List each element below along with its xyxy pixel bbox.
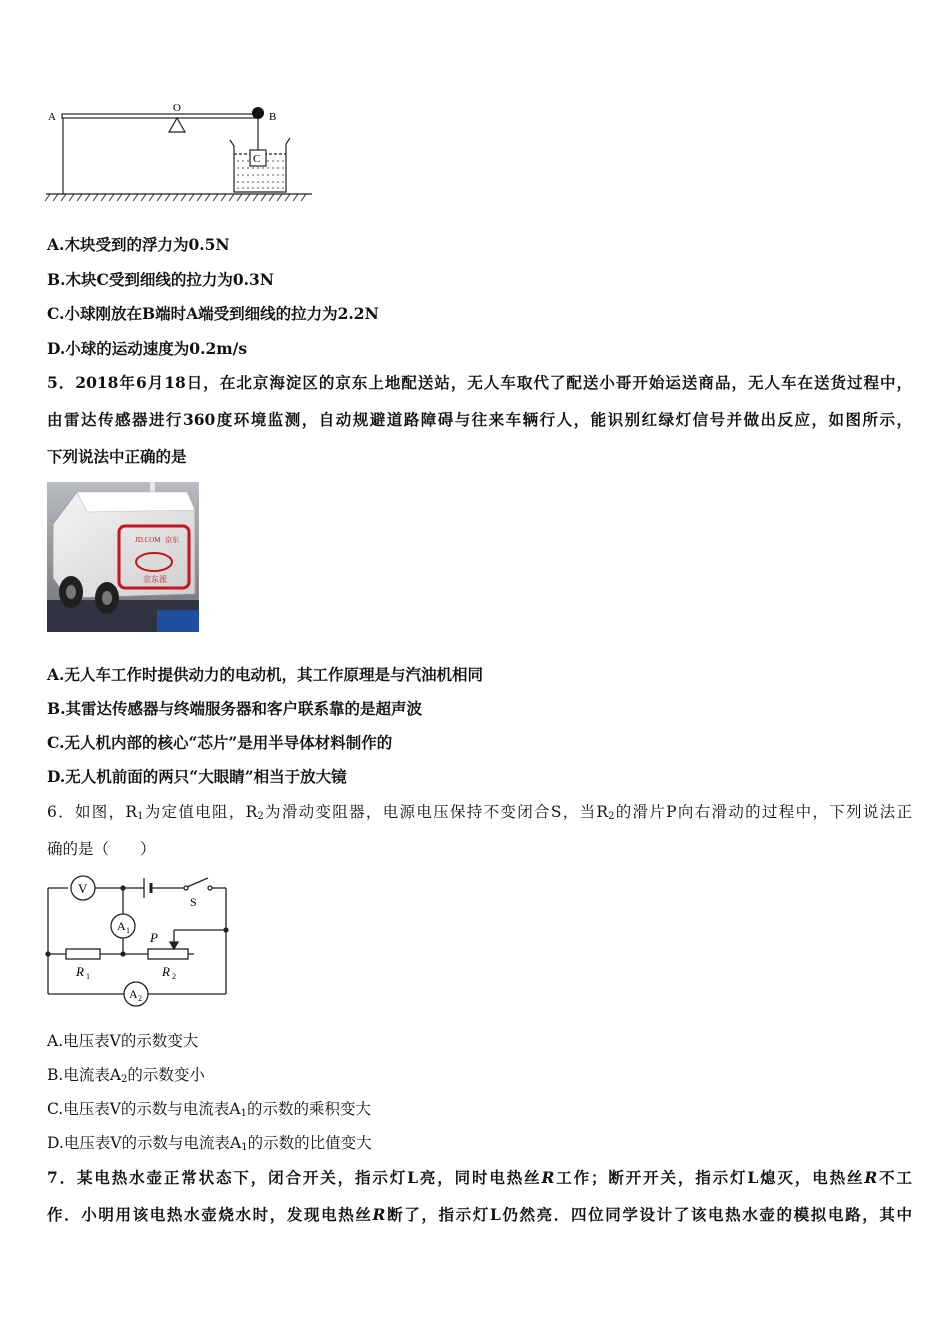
q7-stem-line-2: 作．小明用该电热水壶烧水时，发现电热丝R断了，指示灯L仍然亮．四位同学设计了该电热水壶的模拟电路，其中 [47, 1205, 912, 1224]
q5-option-c: C.无人机内部的核心“芯片”是用半导体材料制作的 [47, 733, 393, 752]
voltmeter-label: V [78, 881, 88, 896]
r2-sub: 2 [172, 972, 176, 981]
r2-label: R [162, 964, 170, 979]
r1-sub: 1 [86, 972, 90, 981]
q6-stem-line-1: 6．如图，$R_1$为定值电阻，$R_2$为滑动变阻器，电源电压保持不变闭合S，当$R_2$的滑片P向右滑动的过程中，下列说法正 [47, 803, 912, 822]
label-c: C [253, 153, 261, 165]
lever-figure [44, 98, 316, 204]
circuit-diagram [44, 870, 234, 1008]
ammeter-a1-label: A [117, 919, 126, 933]
q5-stem-line-1: 5．2018年6月18日，在北京海淀区的京东上地配送站，无人车取代了配送小哥开始运送商品，无人车在送货过程中， [47, 373, 912, 392]
photo-brand-cn: 京东 [165, 536, 179, 544]
switch-label: S [190, 895, 197, 909]
q7-stem-line-1: 7．某电热水壶正常状态下，闭合开关，指示灯L亮，同时电热丝R工作；断开开关，指示灯L熄灭，电热丝R不工 [47, 1168, 912, 1187]
q4-option-d: D.小球的运动速度为0.2m/s [47, 339, 248, 358]
label-a: A [48, 111, 56, 123]
q5-option-d: D.无人机前面的两只“大眼睛”相当于放大镜 [47, 767, 347, 786]
ball-b [252, 107, 264, 119]
photo-brand-en: JD.COM [135, 536, 161, 544]
q6-stem-line-2: 确的是（ ） [47, 840, 156, 858]
q4-option-c: C.小球刚放在B端时A端受到细线的拉力为2.2N [47, 304, 379, 323]
q5-option-a: A.无人车工作时提供动力的电动机，其工作原理是与汽油机相同 [47, 665, 483, 684]
delivery-robot-photo [47, 482, 199, 632]
ammeter-a1-sub: 1 [126, 926, 130, 935]
q4-option-a: A.木块受到的浮力为0.5N [47, 235, 230, 254]
label-b: B [269, 111, 277, 123]
q5-stem-line-2: 由雷达传感器进行360度环境监测，自动规避道路障碍与往来车辆行人，能识别红绿灯信号并做出反应，如图所示， [47, 410, 912, 429]
q5-option-b: B.其雷达传感器与终端服务器和客户联系靠的是超声波 [47, 699, 423, 718]
q4-option-b: B.木块C受到细线的拉力为0.3N [47, 270, 274, 289]
q6-option-c: C.电压表V的示数与电流表$A_1$的示数的乘积变大 [47, 1100, 372, 1119]
r1-label: R [76, 964, 84, 979]
photo-logo-text: 京东派 [143, 575, 167, 584]
resistor-r2 [148, 949, 188, 959]
q6-option-a: A.电压表V的示数变大 [47, 1032, 199, 1050]
q5-stem-line-3: 下列说法中正确的是 [47, 447, 187, 466]
q6-option-b: B.电流表$A_2$的示数变小 [47, 1066, 205, 1085]
resistor-r1 [66, 949, 100, 959]
label-o: O [173, 102, 181, 114]
slider-label: P [150, 930, 158, 945]
ammeter-a2-label: A [129, 987, 138, 1001]
ammeter-a2-sub: 2 [138, 994, 142, 1003]
q6-option-d: D.电压表V的示数与电流表$A_1$的示数的比值变大 [47, 1134, 372, 1153]
